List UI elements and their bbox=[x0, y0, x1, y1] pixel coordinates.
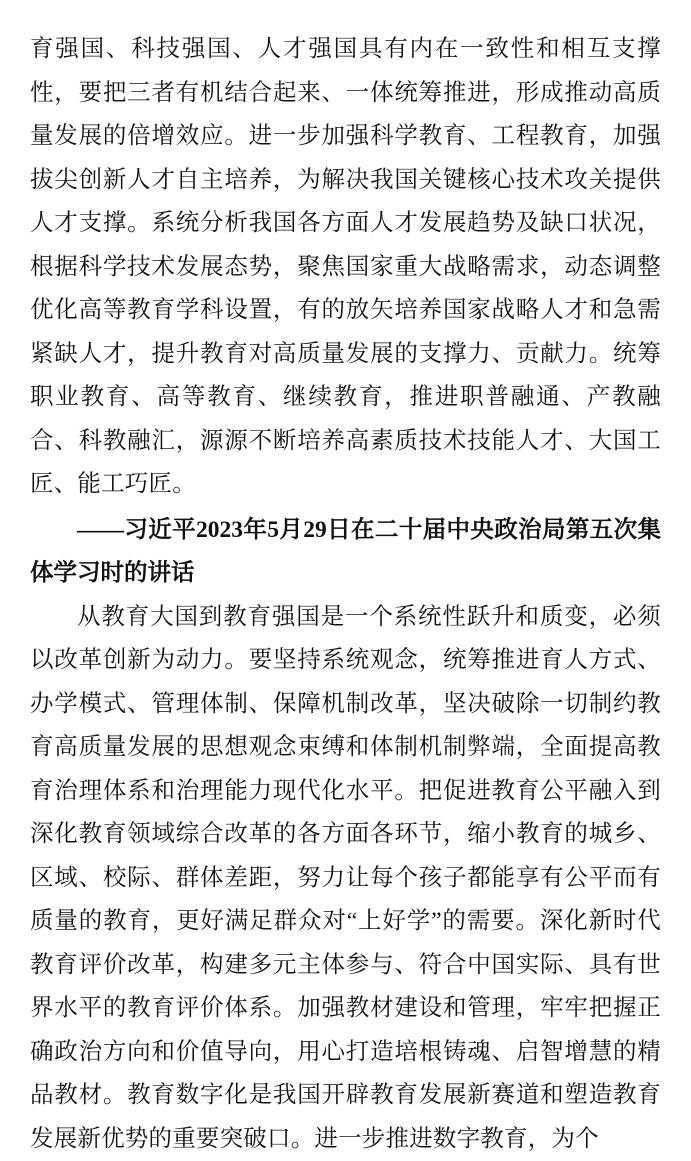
paragraph-attribution: ——习近平2023年5月29日在二十届中央政治局第五次集体学习时的讲话 bbox=[30, 509, 661, 596]
paragraph-body-continued: 育强国、科技强国、人才强国具有内在一致性和相互支撑性，要把三者有机结合起来、一体统筹推进，形成推动高质量发展的倍增效应。进一步加强科学教育、工程教育，加强拔尖创新人才自主培养，为解决我国关键核心技术攻关提供人才支撑。系统分析我国各方面人才发展趋势及缺口状况，根据科学技术发展态势，聚焦国家重大战略需求，动态调整优化高等教育学科设置，有的放矢培养国家战略人才和急需紧缺人才，提升教育对高质量发展的支撑力、贡献力。统筹职业教育、高等教育、继续教育，推进职普融通、产教融合、科教融汇，源源不断培养高素质技术技能人才、大国工匠、能工巧匠。 bbox=[30, 28, 661, 507]
paragraph-body-indent: 从教育大国到教育强国是一个系统性跃升和质变，必须以改革创新为动力。要坚持系统观念，统筹推进育人方式、办学模式、管理体制、保障机制改革，坚决破除一切制约教育高质量发展的思想观念束缚和体制机制弊端，全面提高教育治理体系和治理能力现代化水平。把促进教育公平融入到深化教育领域综合改革的各方面各环节，缩小教育的城乡、区域、校际、群体差距，努力让每个孩子都能享有公平而有质量的教育，更好满足群众对“上好学”的需要。深化新时代教育评价改革，构建多元主体参与、符合中国实际、具有世界水平的教育评价体系。加强教材建设和管理，牢牢把握正确政治方向和价值导向，用心打造培根铸魂、启智增慧的精品教材。教育数字化是我国开辟教育发展新赛道和塑造教育发展新优势的重要突破口。进一步推进数字教育，为个 bbox=[30, 596, 661, 1161]
